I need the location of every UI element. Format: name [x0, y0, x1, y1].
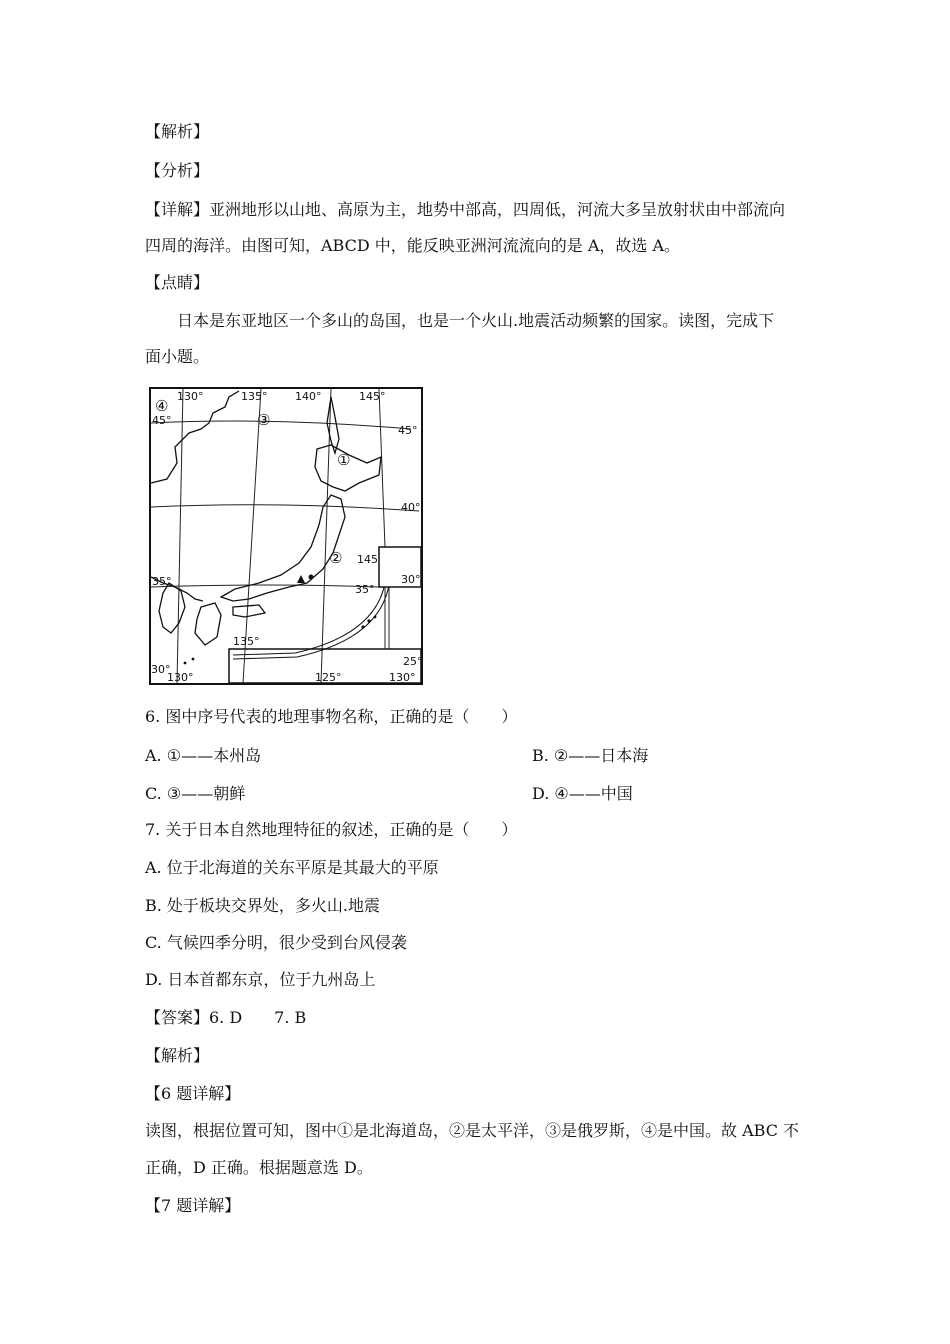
map-lat-35-left: 35° — [152, 575, 172, 588]
map-inset-130: 130° — [389, 671, 416, 684]
map-lon-135-bottom: 135° — [233, 635, 260, 648]
q6-option-b: B. ②——日本海 — [532, 746, 649, 765]
map-lat-45-left: 45° — [152, 414, 172, 427]
analysis-label: 【解析】 — [145, 122, 210, 141]
xiangjie-line-2: 四周的海洋。由图可知，ABCD 中，能反映亚洲河流流向的是 A，故选 A。 — [145, 236, 681, 255]
map-inset-145: 145 — [357, 553, 378, 566]
map-lat-35-mid: 35° — [355, 583, 375, 596]
map-lon-140-top: 140° — [295, 390, 322, 403]
q7-detail-heading: 【7 题详解】 — [145, 1196, 241, 1215]
map-lon-130-top: 130° — [177, 390, 204, 403]
map-marker-4: ④ — [155, 397, 169, 415]
map-inset-30: 30° — [401, 573, 421, 586]
q7-stem: 7. 关于日本自然地理特征的叙述，正确的是（ ） — [145, 820, 518, 839]
q6-detail-line-2: 正确，D 正确。根据题意选 D。 — [145, 1158, 373, 1177]
map-marker-2: ② — [329, 549, 343, 567]
map-lat-40-right: 40° — [401, 501, 421, 514]
answer-analysis-label: 【解析】 — [145, 1046, 210, 1065]
intro-line-1: 日本是东亚地区一个多山的岛国，也是一个火山.地震活动频繁的国家。读图，完成下 — [177, 311, 775, 330]
q6-detail-heading: 【6 题详解】 — [145, 1084, 241, 1103]
map-lon-135-top: 135° — [241, 390, 268, 403]
map-inset-25: 25° — [403, 655, 423, 668]
q6-option-d: D. ④——中国 — [532, 784, 633, 803]
dianjing-label: 【点睛】 — [145, 273, 210, 292]
q6-option-c: C. ③——朝鲜 — [145, 784, 246, 803]
q7-option-b: B. 处于板块交界处，多火山.地震 — [145, 896, 381, 915]
q6-option-a: A. ①——本州岛 — [145, 746, 262, 765]
q7-option-d: D. 日本首都东京，位于九州岛上 — [145, 970, 376, 989]
q7-option-a: A. 位于北海道的关东平原是其最大的平原 — [145, 858, 439, 877]
map-marker-3: ③ — [257, 411, 271, 429]
answer-line: 【答案】6. D 7. B — [145, 1008, 307, 1027]
fenxi-label: 【分析】 — [145, 161, 210, 180]
map-lon-130-bottom: 130° — [167, 671, 194, 684]
map-lat-45-right: 45° — [398, 424, 418, 437]
map-marker-1: ① — [337, 451, 351, 469]
intro-line-2: 面小题。 — [145, 347, 210, 366]
q6-detail-line-1: 读图，根据位置可知，图中①是北海道岛，②是太平洋，③是俄罗斯，④是中国。故 ABC 不 — [145, 1121, 800, 1140]
xiangjie-line-1: 【详解】亚洲地形以山地、高原为主，地势中部高，四周低，河流大多呈放射状由中部流向 — [145, 200, 786, 219]
map-inset-125: 125° — [315, 671, 342, 684]
q7-option-c: C. 气候四季分明，很少受到台风侵袭 — [145, 933, 407, 952]
map-lon-145-top: 145° — [359, 390, 386, 403]
japan-map — [149, 387, 423, 685]
q6-stem: 6. 图中序号代表的地理事物名称，正确的是（ ） — [145, 707, 518, 726]
map-lat-30-left: 30° — [151, 663, 171, 676]
